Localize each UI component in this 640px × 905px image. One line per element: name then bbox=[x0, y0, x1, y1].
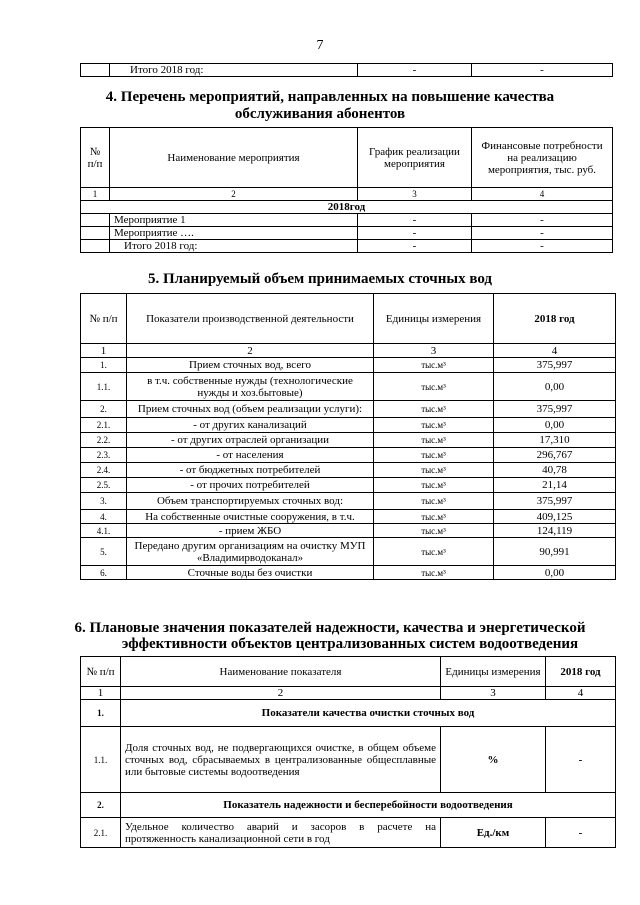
table-row: 2.1. Удельное количество аварий и засоров в расчете на протяженность канализационной сети в год Ед./км - bbox=[81, 818, 616, 848]
section4-title-line2: обслуживания абонентов bbox=[234, 106, 406, 122]
page-number: 7 bbox=[316, 38, 324, 53]
group-row: 1. Показатели качества очистки сточных вод bbox=[81, 700, 616, 727]
table-row: Итого 2018 год: - - bbox=[81, 240, 613, 253]
total-label: Итого 2018 год: bbox=[110, 64, 358, 77]
table-row: 2.3. - от населения тыс.м³ 296,767 bbox=[81, 448, 616, 463]
table-row: 2.5. - от прочих потребителей тыс.м³ 21,14 bbox=[81, 478, 616, 493]
table-row: 4.1. - прием ЖБО тыс.м³ 124,119 bbox=[81, 524, 616, 538]
table-row: 2. Прием сточных вод (объем реализации услуги): тыс.м³ 375,997 bbox=[81, 401, 616, 418]
table-header-row: № п/п Наименование мероприятия График реализации мероприятия Финансовые потребности на реализацию мероприятия, тыс. руб. bbox=[81, 128, 613, 188]
section5-table: № п/п Показатели производственной деятельности Единицы измерения 2018 год 1 2 3 4 1. Прием сточных вод, всего тыс.м³ 375,997 1.1. в т.ч. собственные нужды (технологические нужды и хоз.бытовые) тыс.м³ 0,00 2. Прием сточных вод (объем реализации услуги): тыс.м³ 375,997 2.1. - от других канализаций тыс.м³ 0,00 2.2. - от других отраслей организации тыс.м³ 17,310 2.3. - от населения тыс.м³ 296,767 2.4. - от бюджетных потребителей тыс.м³ 40,78 2.5. - от прочих потребителей тыс.м³ 21,14 3. Объем транспортируемых сточных вод: тыс.м³ 375,997 4. На собственные очистные сооружения, в т.ч. тыс.м³ 409,125 4.1. - прием ЖБО тыс.м³ 124,119 5. Передано другим организациям на очистку МУП «Владимирводоканал» тыс.м³ 90,991 6. Сточные воды без очистки тыс.м³ 0,00 bbox=[80, 293, 616, 580]
table-row: 1.1. в т.ч. собственные нужды (технологические нужды и хоз.бытовые) тыс.м³ 0,00 bbox=[81, 373, 616, 401]
group-row: 2. Показатель надежности и бесперебойности водоотведения bbox=[81, 793, 616, 818]
table-row: Мероприятие …. - - bbox=[81, 227, 613, 240]
table-row: 4. На собственные очистные сооружения, в т.ч. тыс.м³ 409,125 bbox=[81, 510, 616, 524]
table-row: 1. Прием сточных вод, всего тыс.м³ 375,997 bbox=[81, 358, 616, 373]
section5-title: 5. Планируемый объем принимаемых сточных вод bbox=[147, 271, 493, 287]
section6-title-line1: 6. Плановые значения показателей надежности, качества и энергетической bbox=[74, 620, 586, 636]
section4-title-line1: 4. Перечень мероприятий, направленных на повышение качества bbox=[105, 89, 555, 105]
table-row: 2.1. - от других канализаций тыс.м³ 0,00 bbox=[81, 418, 616, 433]
table-row: 1.1. Доля сточных вод, не подвергающихся очистке, в общем объеме сточных вод, сбрасываемых в централизованные общесплавные или бытовые системы водоотведения % - bbox=[81, 727, 616, 793]
table-row: 2.2. - от других отраслей организации тыс.м³ 17,310 bbox=[81, 433, 616, 448]
table-row: 6. Сточные воды без очистки тыс.м³ 0,00 bbox=[81, 566, 616, 580]
table-header-row: № п/п Показатели производственной деятельности Единицы измерения 2018 год bbox=[81, 294, 616, 344]
year-row: 2018год bbox=[81, 201, 613, 214]
section4-table: № п/п Наименование мероприятия График реализации мероприятия Финансовые потребности на реализацию мероприятия, тыс. руб. 1 2 3 4 2018год Мероприятие 1 - - Мероприятие …. - - Итого 2018 год: - - bbox=[80, 127, 613, 253]
table-row: 5. Передано другим организациям на очистку МУП «Владимирводоканал» тыс.м³ 90,991 bbox=[81, 538, 616, 566]
table-header-row: № п/п Наименование показателя Единицы измерения 2018 год bbox=[81, 657, 616, 687]
section6-title-line2: эффективности объектов централизованных систем водоотведения bbox=[121, 636, 579, 652]
table-row: 2.4. - от бюджетных потребителей тыс.м³ 40,78 bbox=[81, 463, 616, 478]
top-total-table: Итого 2018 год: - - bbox=[80, 63, 613, 77]
table-row: Мероприятие 1 - - bbox=[81, 214, 613, 227]
section6-table: № п/п Наименование показателя Единицы измерения 2018 год 1 2 3 4 1. Показатели качества очистки сточных вод 1.1. Доля сточных вод, не подвергающихся очистке, в общем объеме сточных вод, сбрасываемых в централизованные общесплавные или бытовые системы водоотведения % - 2. Показатель надежности и бесперебойности водоотведения 2.1. Удельное количество аварий и засоров в расчете на протяженность канализационной сети в год Ед./км - bbox=[80, 656, 616, 848]
table-row: 3. Объем транспортируемых сточных вод: тыс.м³ 375,997 bbox=[81, 493, 616, 510]
